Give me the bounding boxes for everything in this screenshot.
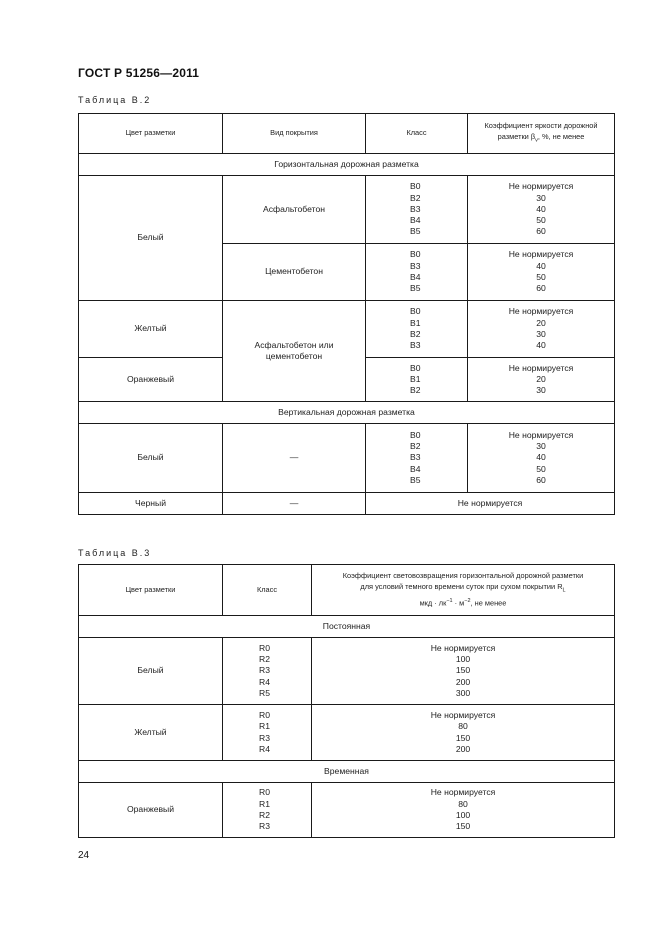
list-entry: B0 xyxy=(410,429,421,440)
list-entry: 50 xyxy=(536,272,546,282)
page-number: 24 xyxy=(78,850,90,861)
coef-line-2 xyxy=(471,132,611,146)
list-entry: Не нормируется xyxy=(430,709,496,720)
list-entry: 30 xyxy=(536,192,546,203)
class-list xyxy=(223,705,312,761)
list-entry: 150 xyxy=(455,732,471,743)
value-list xyxy=(468,424,615,493)
color-orange: Оранжевый xyxy=(79,358,223,402)
list-entry: 300 xyxy=(455,687,471,698)
list-entry: 60 xyxy=(536,226,546,237)
class-list xyxy=(366,424,468,493)
coef-subscript: L xyxy=(562,587,566,594)
list-entry: Не нормируется xyxy=(430,787,496,798)
value-list xyxy=(468,244,615,301)
list-entry: B5 xyxy=(410,283,421,294)
coef-line-1: Коэффициент световозвращения горизонтальной дорожной разметки xyxy=(342,571,584,581)
class-list xyxy=(223,783,312,838)
class-list xyxy=(366,301,468,358)
coating-line-2: цементобетон xyxy=(265,351,323,361)
list-entry: R3 xyxy=(259,732,270,743)
header-class: Класс xyxy=(223,565,312,616)
coef-text: разметки β xyxy=(497,131,536,141)
color-white: Белый xyxy=(79,424,223,493)
list-entry: 150 xyxy=(455,821,471,832)
list-entry: B0 xyxy=(410,181,421,192)
list-entry: B3 xyxy=(410,340,421,351)
header-retroreflection-coefficient xyxy=(312,565,615,616)
coating-dash: — xyxy=(223,493,366,515)
list-entry: 100 xyxy=(455,810,471,820)
list-entry: R0 xyxy=(259,642,270,653)
list-entry: R2 xyxy=(259,654,270,665)
list-entry: Не нормируется xyxy=(508,429,574,440)
color-yellow: Желтый xyxy=(79,301,223,358)
header-color: Цвет разметки xyxy=(79,565,223,616)
list-entry: R1 xyxy=(259,798,270,809)
list-entry: Не нормируется xyxy=(508,362,574,373)
list-entry: R0 xyxy=(259,709,270,720)
color-yellow: Желтый xyxy=(79,705,223,761)
list-entry: 150 xyxy=(455,665,471,676)
coef-text: для условий темного времени суток при сухом покрытии R xyxy=(360,581,563,591)
coef-text-post: , %, не менее xyxy=(537,131,585,141)
coef-subscript: v xyxy=(535,137,538,144)
list-entry: 20 xyxy=(536,373,546,384)
list-entry: B4 xyxy=(410,272,421,282)
value-list xyxy=(468,301,615,358)
list-entry: 30 xyxy=(536,329,546,339)
list-entry: 40 xyxy=(536,260,546,271)
list-entry: B2 xyxy=(410,329,421,339)
coating-dash: — xyxy=(223,424,366,493)
header-luminance-coefficient xyxy=(468,114,615,154)
list-entry: R2 xyxy=(259,810,270,820)
section-vertical: Вертикальная дорожная разметка xyxy=(79,402,615,424)
color-white: Белый xyxy=(79,638,223,705)
list-entry: 50 xyxy=(536,463,546,474)
list-entry: R4 xyxy=(259,676,270,687)
list-entry: Не нормируется xyxy=(430,642,496,653)
coating-line-1: Асфальтобетон или xyxy=(254,339,334,350)
section-permanent: Постоянная xyxy=(79,616,615,638)
document-header: ГОСТ Р 51256—2011 xyxy=(78,66,200,80)
list-entry: R4 xyxy=(259,743,270,754)
list-entry: B0 xyxy=(410,306,421,317)
list-entry: B4 xyxy=(410,215,421,226)
table-b2 xyxy=(78,113,615,515)
header-coating: Вид покрытия xyxy=(223,114,366,154)
list-entry: Не нормируется xyxy=(508,181,574,192)
section-temporary: Временная xyxy=(79,761,615,783)
list-entry: B5 xyxy=(410,474,421,485)
list-entry: R0 xyxy=(259,787,270,798)
list-entry: B1 xyxy=(410,317,421,328)
color-orange: Оранжевый xyxy=(79,783,223,838)
list-entry: 200 xyxy=(455,676,471,687)
unit-text-mid: · м xyxy=(452,598,465,608)
list-entry: B3 xyxy=(410,260,421,271)
list-entry: 50 xyxy=(536,215,546,226)
table-b3 xyxy=(78,564,615,838)
class-list xyxy=(223,638,312,705)
class-list xyxy=(366,358,468,402)
list-entry: 30 xyxy=(536,385,546,396)
list-entry: 100 xyxy=(455,654,471,665)
list-entry: B2 xyxy=(410,192,421,203)
coef-line-1: Коэффициент яркости дорожной xyxy=(484,121,598,131)
coef-line-3 xyxy=(315,596,611,609)
list-entry: B0 xyxy=(410,249,421,260)
list-entry: Не нормируется xyxy=(508,249,574,260)
list-entry: B3 xyxy=(410,452,421,463)
list-entry: R5 xyxy=(259,687,270,698)
value-list xyxy=(312,783,615,838)
list-entry: 60 xyxy=(536,283,546,294)
list-entry: 20 xyxy=(536,317,546,328)
unit-sup-2: −2 xyxy=(464,597,471,604)
list-entry: B2 xyxy=(410,441,421,452)
class-list xyxy=(366,244,468,301)
value-list xyxy=(468,176,615,244)
coating-asphalt: Асфальтобетон xyxy=(223,176,366,244)
list-entry: R3 xyxy=(259,665,270,676)
value-list xyxy=(312,638,615,705)
color-black: Черный xyxy=(79,493,223,515)
coef-line-2 xyxy=(315,582,611,596)
section-horizontal: Горизонтальная дорожная разметка xyxy=(79,154,615,176)
list-entry: 200 xyxy=(455,743,471,754)
unit-text-post: , не менее xyxy=(470,598,507,608)
list-entry: 30 xyxy=(536,441,546,452)
list-entry: B3 xyxy=(410,203,421,214)
list-entry: 80 xyxy=(458,721,468,732)
header-color: Цвет разметки xyxy=(79,114,223,154)
list-entry: B1 xyxy=(410,373,421,384)
list-entry: B2 xyxy=(410,385,421,396)
list-entry: Не нормируется xyxy=(508,306,574,317)
value-list xyxy=(468,358,615,402)
list-entry: 40 xyxy=(536,203,546,214)
list-entry: B5 xyxy=(410,226,421,237)
coating-asphalt-or-cement xyxy=(223,301,366,402)
list-entry: R1 xyxy=(259,721,270,732)
list-entry: R3 xyxy=(259,821,270,832)
coating-cement: Цементобетон xyxy=(223,244,366,301)
table-b2-caption: Таблица В.2 xyxy=(78,95,152,105)
unit-text: мкд · лк xyxy=(419,598,447,608)
class-list xyxy=(366,176,468,244)
list-entry: B0 xyxy=(410,362,421,373)
value-not-normed: Не нормируется xyxy=(366,493,615,515)
header-class: Класс xyxy=(366,114,468,154)
color-white: Белый xyxy=(79,176,223,301)
table-b3-caption: Таблица В.3 xyxy=(78,548,152,558)
list-entry: 80 xyxy=(458,798,468,809)
list-entry: 40 xyxy=(536,340,546,351)
list-entry: 40 xyxy=(536,452,546,463)
unit-sup-1: −1 xyxy=(446,597,453,604)
list-entry: B4 xyxy=(410,463,421,474)
list-entry: 60 xyxy=(536,474,546,485)
value-list xyxy=(312,705,615,761)
